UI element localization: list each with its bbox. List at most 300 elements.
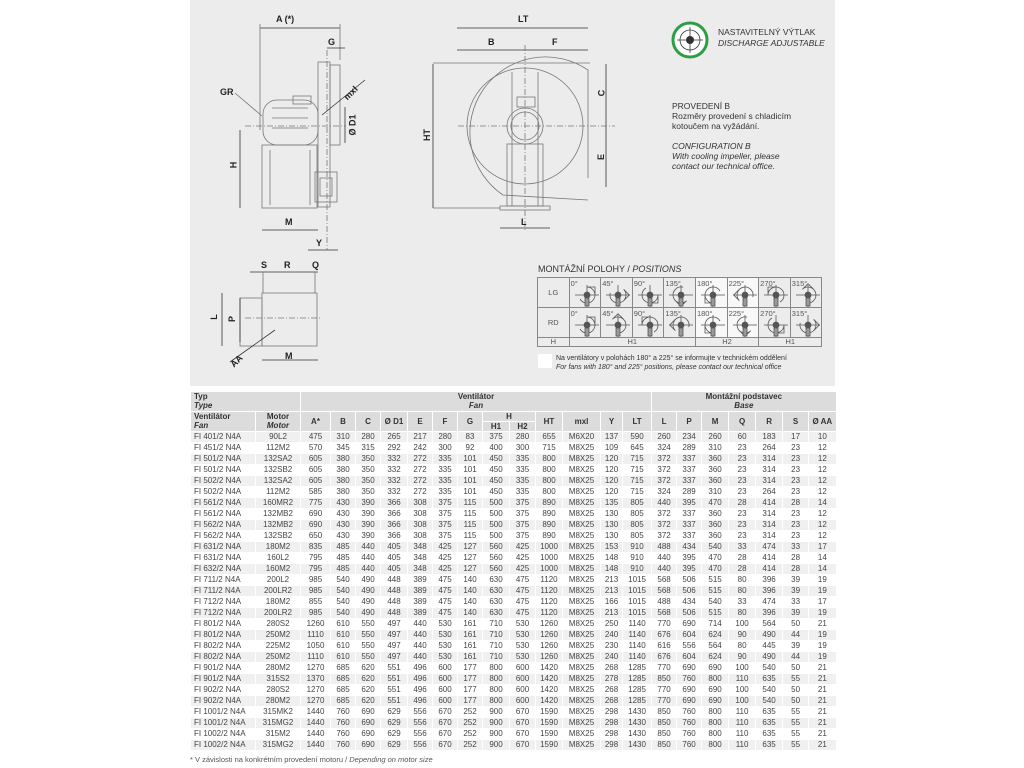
cell-value: 1140: [623, 640, 652, 651]
cell-value: 440: [652, 563, 677, 574]
cell-value: 540: [702, 596, 729, 607]
cell-value: 265: [381, 431, 408, 442]
cell-value: 335: [510, 486, 536, 497]
cell-value: M8X25: [563, 519, 601, 530]
cell-value: 177: [458, 695, 483, 706]
label-q: Q: [312, 260, 320, 270]
cell-value: 375: [510, 508, 536, 519]
motor-type: 200L2: [256, 574, 301, 585]
cell-value: 17: [809, 596, 836, 607]
cell-value: 715: [536, 442, 563, 453]
cell-value: 497: [381, 618, 408, 629]
cell-value: 390: [356, 519, 381, 530]
cell-value: 21: [809, 695, 836, 706]
cell-value: 450: [483, 464, 510, 475]
position-cell: [759, 278, 791, 308]
cell-value: 44: [783, 651, 809, 662]
motor-type: 315S2: [256, 673, 301, 684]
cell-value: 335: [510, 475, 536, 486]
table-row: [191, 475, 836, 486]
cell-value: 268: [601, 662, 623, 673]
cell-value: 127: [458, 552, 483, 563]
cell-value: 770: [652, 695, 677, 706]
cell-value: 448: [381, 607, 408, 618]
cell-value: 715: [623, 475, 652, 486]
fan-model: FI 502/2 N4A: [191, 475, 256, 486]
cell-value: 550: [356, 618, 381, 629]
cell-value: 1110: [301, 629, 331, 640]
cell-value: 530: [433, 651, 458, 662]
cell-value: 1430: [623, 706, 652, 717]
col-header: E: [408, 411, 433, 431]
cell-value: 605: [301, 464, 331, 475]
label-gr: GR: [220, 87, 234, 97]
cell-value: 366: [381, 530, 408, 541]
legend-swatch: [538, 354, 552, 368]
cell-value: 616: [652, 640, 677, 651]
cell-value: M8X25: [563, 453, 601, 464]
cell-value: 308: [408, 519, 433, 530]
cell-value: 337: [677, 464, 702, 475]
fan-model: FI 401/2 N4A: [191, 431, 256, 442]
position-cell: [569, 278, 601, 308]
cell-value: 500: [483, 508, 510, 519]
table-row: [191, 486, 836, 497]
cell-value: 39: [783, 640, 809, 651]
fan-model: FI 631/2 N4A: [191, 552, 256, 563]
cell-value: 800: [702, 706, 729, 717]
cell-value: 629: [381, 728, 408, 739]
position-cell: [695, 308, 727, 338]
cell-value: 289: [677, 442, 702, 453]
cell-value: 475: [433, 607, 458, 618]
cell-value: 474: [756, 596, 783, 607]
cell-value: 540: [756, 684, 783, 695]
cell-value: 690: [301, 508, 331, 519]
cell-value: 1270: [301, 695, 331, 706]
cell-value: 900: [483, 706, 510, 717]
cell-value: 620: [356, 662, 381, 673]
cell-value: 213: [601, 585, 623, 596]
cell-value: 430: [331, 497, 356, 508]
cell-value: 629: [381, 739, 408, 750]
cell-value: 310: [331, 431, 356, 442]
cell-value: 240: [601, 651, 623, 662]
cell-value: 28: [783, 497, 809, 508]
cell-value: 1000: [536, 541, 563, 552]
cell-value: M8X25: [563, 486, 601, 497]
cell-value: 490: [356, 574, 381, 585]
cell-value: 337: [677, 519, 702, 530]
table-row: [191, 497, 836, 508]
cell-value: 414: [756, 563, 783, 574]
fan-model: FI 901/2 N4A: [191, 662, 256, 673]
cell-value: 1015: [623, 596, 652, 607]
cell-value: 850: [652, 706, 677, 717]
cell-value: 14: [809, 497, 836, 508]
motor-type: 132MB2: [256, 508, 301, 519]
cell-value: 10: [809, 431, 836, 442]
cell-value: 600: [510, 662, 536, 673]
cell-value: 28: [783, 563, 809, 574]
angle-label: 315°: [791, 309, 808, 318]
cell-value: 650: [301, 530, 331, 541]
cell-value: 1285: [623, 695, 652, 706]
cell-value: 324: [652, 442, 677, 453]
label-h: H: [228, 161, 239, 169]
cell-value: 506: [677, 585, 702, 596]
cell-value: 551: [381, 695, 408, 706]
cell-value: 540: [331, 574, 356, 585]
cell-value: 670: [433, 739, 458, 750]
cell-value: 450: [483, 453, 510, 464]
label-l-front: L: [521, 217, 527, 227]
cell-value: 140: [458, 607, 483, 618]
table-row: [191, 640, 836, 651]
cell-value: 1590: [536, 728, 563, 739]
motor-type: 90L2: [256, 431, 301, 442]
cell-value: 985: [301, 574, 331, 585]
fan-model: FI 711/2 N4A: [191, 574, 256, 585]
cell-value: 278: [601, 673, 623, 684]
cell-value: 337: [677, 508, 702, 519]
cell-value: 490: [356, 607, 381, 618]
cell-value: 760: [677, 706, 702, 717]
cell-value: 1590: [536, 706, 563, 717]
cell-value: M8X25: [563, 563, 601, 574]
label-lt: LT: [518, 14, 529, 24]
cell-value: 770: [652, 662, 677, 673]
cell-value: 110: [729, 728, 756, 739]
cell-value: 127: [458, 563, 483, 574]
cell-value: 715: [623, 486, 652, 497]
cell-value: 268: [601, 695, 623, 706]
cell-value: M8X25: [563, 651, 601, 662]
footnote-cz: * V závislosti na konkrétním provedení motoru /: [190, 755, 350, 764]
motor-type: 225M2: [256, 640, 301, 651]
cell-value: 474: [756, 541, 783, 552]
cell-value: 337: [677, 453, 702, 464]
cell-value: 690: [356, 739, 381, 750]
discharge-en: DISCHARGE ADJUSTABLE: [718, 38, 825, 48]
cell-value: 760: [677, 717, 702, 728]
angle-label: 45°: [602, 279, 614, 288]
motor-type: 250M2: [256, 629, 301, 640]
angle-label: 0°: [570, 309, 578, 318]
cell-value: 405: [381, 552, 408, 563]
cell-value: 550: [356, 640, 381, 651]
position-height-label: H: [538, 338, 570, 347]
fan-model: FI 801/2 N4A: [191, 629, 256, 640]
angle-label: 180°: [696, 279, 713, 288]
cell-value: 604: [677, 651, 702, 662]
cell-value: 1440: [301, 706, 331, 717]
cell-value: M8X25: [563, 607, 601, 618]
fan-position-icon: [606, 283, 630, 307]
cell-value: 50: [783, 695, 809, 706]
cell-value: 496: [408, 662, 433, 673]
cell-value: 440: [652, 552, 677, 563]
cell-value: 372: [652, 475, 677, 486]
cell-value: 314: [756, 464, 783, 475]
fan-position-icon: [638, 283, 662, 307]
cell-value: 350: [356, 486, 381, 497]
cell-value: 530: [510, 629, 536, 640]
cell-value: 101: [458, 475, 483, 486]
cell-value: M8X25: [563, 695, 601, 706]
cell-value: 17: [809, 541, 836, 552]
cell-value: 560: [483, 552, 510, 563]
cell-value: 800: [536, 453, 563, 464]
col-header: R: [756, 411, 783, 431]
fan-position-icon: [701, 313, 725, 337]
front-view-drawing: [433, 28, 615, 230]
cell-value: 690: [702, 695, 729, 706]
cell-value: 485: [331, 541, 356, 552]
cell-value: 19: [809, 607, 836, 618]
cell-value: 760: [677, 673, 702, 684]
cell-value: 380: [331, 464, 356, 475]
cell-value: 600: [433, 673, 458, 684]
cell-value: 390: [356, 508, 381, 519]
cell-value: 440: [408, 618, 433, 629]
cell-value: 23: [729, 519, 756, 530]
cell-value: 556: [408, 739, 433, 750]
cell-value: 1370: [301, 673, 331, 684]
cell-value: 19: [809, 585, 836, 596]
cell-value: 55: [783, 673, 809, 684]
cell-value: M8X25: [563, 552, 601, 563]
cell-value: 630: [483, 607, 510, 618]
cell-value: 560: [483, 563, 510, 574]
label-l-base: L: [208, 314, 219, 320]
cell-value: 335: [433, 486, 458, 497]
cell-value: 39: [783, 607, 809, 618]
angle-label: 270°: [760, 309, 776, 318]
table-row: [191, 662, 836, 673]
cell-value: 23: [729, 453, 756, 464]
cell-value: 375: [483, 431, 510, 442]
cell-value: 530: [510, 618, 536, 629]
cell-value: M8X25: [563, 464, 601, 475]
cell-value: 690: [301, 519, 331, 530]
cell-value: 610: [331, 629, 356, 640]
cell-value: 314: [756, 508, 783, 519]
cell-value: 23: [729, 464, 756, 475]
motor-type: 132MB2: [256, 519, 301, 530]
cell-value: 670: [433, 706, 458, 717]
cell-value: 425: [433, 541, 458, 552]
motor-type: 112M2: [256, 486, 301, 497]
cell-value: 1015: [623, 585, 652, 596]
cell-value: 760: [331, 728, 356, 739]
cell-value: 1270: [301, 684, 331, 695]
cell-value: 690: [702, 684, 729, 695]
cell-value: 676: [652, 629, 677, 640]
cell-value: 685: [331, 673, 356, 684]
motor-type: 315MG2: [256, 739, 301, 750]
cell-value: 23: [783, 530, 809, 541]
cell-value: 1260: [536, 618, 563, 629]
cell-value: 425: [510, 552, 536, 563]
cell-value: 161: [458, 651, 483, 662]
cell-value: 389: [408, 607, 433, 618]
cell-value: 372: [652, 508, 677, 519]
cell-value: 540: [756, 695, 783, 706]
cell-value: 600: [433, 662, 458, 673]
fan-model: FI 802/2 N4A: [191, 651, 256, 662]
cell-value: 1430: [623, 728, 652, 739]
cell-value: 714: [702, 618, 729, 629]
cell-value: 440: [408, 651, 433, 662]
col-header: L: [652, 411, 677, 431]
cell-value: 213: [601, 607, 623, 618]
cell-value: 475: [433, 585, 458, 596]
cell-value: 685: [331, 662, 356, 673]
cell-value: 440: [356, 541, 381, 552]
cell-value: 308: [408, 508, 433, 519]
cell-value: 289: [677, 486, 702, 497]
col-header: S: [783, 411, 809, 431]
col-header: Ø D1: [381, 411, 408, 431]
fan-model: FI 451/2 N4A: [191, 442, 256, 453]
cell-value: 635: [756, 739, 783, 750]
angle-label: 315°: [791, 279, 808, 288]
cell-value: 14: [809, 563, 836, 574]
cell-value: 1270: [301, 662, 331, 673]
cell-value: 470: [702, 552, 729, 563]
cell-value: M8X25: [563, 684, 601, 695]
cell-value: 260: [702, 431, 729, 442]
cell-value: 624: [702, 651, 729, 662]
cell-value: 629: [381, 706, 408, 717]
footnote-en: Depending on motor size: [349, 755, 433, 764]
cell-value: 115: [458, 519, 483, 530]
cell-value: 550: [356, 651, 381, 662]
cell-value: 800: [536, 464, 563, 475]
cell-value: 770: [652, 618, 677, 629]
cell-value: 135: [601, 497, 623, 508]
cell-value: 252: [458, 739, 483, 750]
col-header: LT: [623, 411, 652, 431]
cell-value: 80: [729, 574, 756, 585]
cell-value: 530: [510, 651, 536, 662]
cell-value: 1430: [623, 717, 652, 728]
cell-value: 430: [331, 530, 356, 541]
cell-value: 425: [433, 563, 458, 574]
table-row: [191, 530, 836, 541]
cell-value: 600: [433, 695, 458, 706]
position-cell: [632, 278, 664, 308]
col-fan: [191, 411, 256, 431]
cell-value: 900: [483, 717, 510, 728]
table-row: [191, 563, 836, 574]
cell-value: 375: [510, 497, 536, 508]
cell-value: 360: [702, 464, 729, 475]
cell-value: 21: [809, 728, 836, 739]
cell-value: 910: [623, 563, 652, 574]
header-type-group: [191, 392, 301, 411]
cell-value: 470: [702, 497, 729, 508]
cell-value: 389: [408, 585, 433, 596]
cell-value: 115: [458, 508, 483, 519]
cell-value: 1260: [536, 629, 563, 640]
fan-position-icon: [638, 313, 662, 337]
col-motor-cz: Motor: [266, 412, 290, 421]
motor-type: 160L2: [256, 552, 301, 563]
cell-value: 375: [433, 519, 458, 530]
cell-value: 50: [783, 684, 809, 695]
cell-value: 130: [601, 508, 623, 519]
cell-value: 590: [623, 431, 652, 442]
rotation-lg: LG: [538, 278, 570, 308]
cell-value: 130: [601, 530, 623, 541]
cell-value: 710: [483, 651, 510, 662]
cell-value: 685: [331, 695, 356, 706]
cell-value: 610: [331, 618, 356, 629]
label-g: G: [328, 37, 336, 47]
positions-note-cz: Na ventilátory v polohách 180° a 225° se informujte v technickém oddělení: [556, 355, 787, 362]
cell-value: 800: [702, 728, 729, 739]
cell-value: 630: [483, 596, 510, 607]
col-header: Ø AA: [809, 411, 836, 431]
cell-value: 760: [677, 739, 702, 750]
cell-value: 655: [536, 431, 563, 442]
config-en-title: CONFIGURATION B: [672, 141, 751, 151]
cell-value: 292: [381, 442, 408, 453]
angle-label: 135°: [665, 279, 681, 288]
cell-value: 177: [458, 684, 483, 695]
cell-value: 60: [729, 431, 756, 442]
fan-model: FI 902/2 N4A: [191, 695, 256, 706]
table-row: [191, 673, 836, 684]
motor-type: 132SA2: [256, 475, 301, 486]
cell-value: 21: [809, 662, 836, 673]
cell-value: 28: [729, 563, 756, 574]
cell-value: 380: [331, 475, 356, 486]
cell-value: 485: [331, 552, 356, 563]
cell-value: 670: [510, 739, 536, 750]
angle-label: 180°: [696, 309, 713, 318]
table-row: [191, 728, 836, 739]
cell-value: 130: [601, 519, 623, 530]
cell-value: 14: [809, 552, 836, 563]
cell-value: 252: [458, 706, 483, 717]
cell-value: 715: [623, 464, 652, 475]
cell-value: 800: [483, 684, 510, 695]
cell-value: 153: [601, 541, 623, 552]
cell-value: 23: [729, 508, 756, 519]
cell-value: 800: [536, 486, 563, 497]
table-row: [191, 717, 836, 728]
cell-value: 445: [756, 640, 783, 651]
header-fan: Fan: [468, 401, 484, 411]
cell-value: 605: [301, 475, 331, 486]
cell-value: 1050: [301, 640, 331, 651]
cell-value: 690: [356, 706, 381, 717]
cell-value: 1285: [623, 662, 652, 673]
cell-value: 440: [652, 497, 677, 508]
cell-value: 550: [356, 629, 381, 640]
cell-value: 900: [483, 739, 510, 750]
cell-value: 92: [458, 442, 483, 453]
cell-value: 985: [301, 585, 331, 596]
fan-model: FI 1002/2 N4A: [191, 728, 256, 739]
angle-label: 225°: [728, 279, 745, 288]
cell-value: 115: [458, 497, 483, 508]
cell-value: 350: [356, 464, 381, 475]
cell-value: 448: [381, 574, 408, 585]
